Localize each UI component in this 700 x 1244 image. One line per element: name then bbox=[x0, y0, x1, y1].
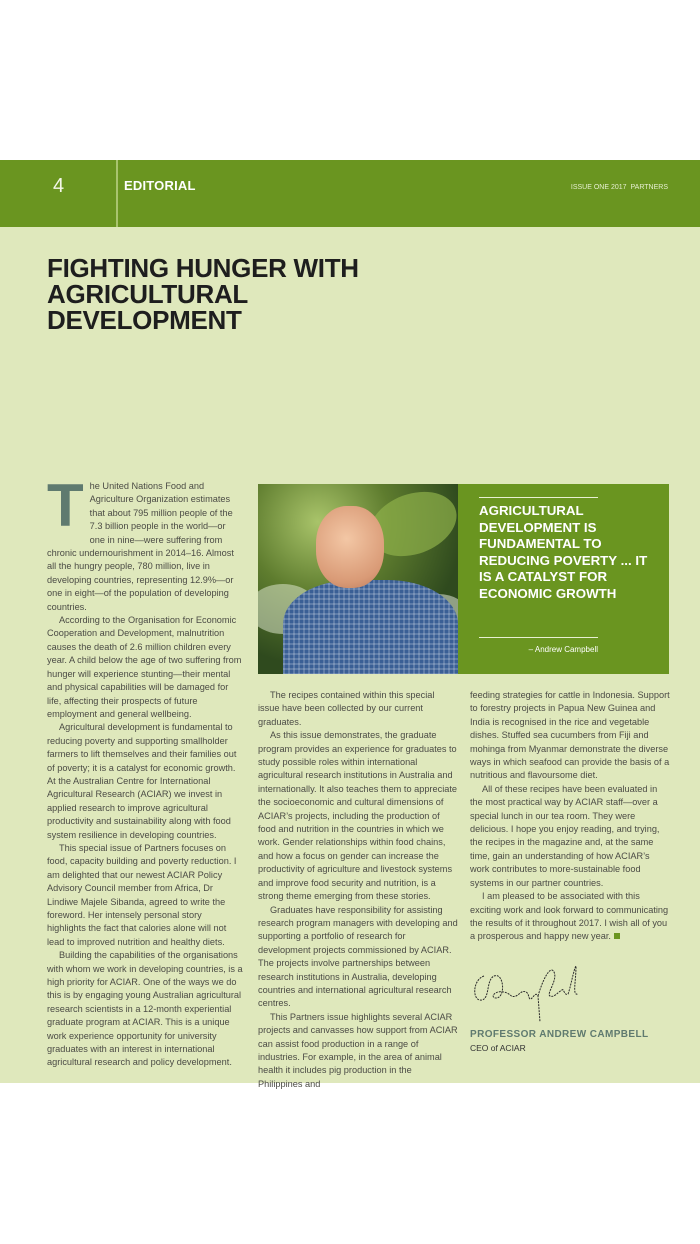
signature-image bbox=[470, 962, 670, 1022]
paragraph: According to the Organisation for Economic Cooperation and Development, malnutrition causes the death of 2.6 million children every year. A child below the age of two suffering from hunger will experience stunting—their mental and physical capabilities will be damaged for life, affecting their prospects of future employment and general wellbeing. bbox=[47, 615, 242, 719]
page-number: 4 bbox=[52, 175, 65, 197]
paragraph: As this issue demonstrates, the graduate program provides an experience for graduates to study possible roles within international agricultural research institutions in Australia and internationally. It also teaches them to appreciate the socioeconomic and cultural dimensions of ACIAR’s projects, including the production of food and nutrition in the countries in which we work. Gender relationships within food chains, and how a focus on gender can increase the productivity of agriculture and livestock systems and improve food security and nutrition, is a strong theme emerging from these stories. bbox=[258, 730, 458, 902]
article-column-1 bbox=[47, 472, 243, 1070]
paragraph: This special issue of Partners focuses on food, capacity building and poverty reduction. I am delighted that our newest ACIAR Policy Advisory Council member from Africa, Dr Lindiwe Majele Sibanda, agreed to write the foreword. Her intensely personal story highlights the fact that calories alone will not lead to improved nutrition and healthy diets. bbox=[47, 842, 237, 947]
paragraph: All of these recipes have been evaluated in the most practical way by ACIAR staff—over a special lunch in our tea room. They were delicious. I hope you enjoy reading, and trying, the recipes in the magazine and, at the same time, gain an understanding of how ACIAR’s work contributes to more-sustainable food systems in our partner countries. bbox=[470, 783, 660, 888]
end-mark-icon bbox=[614, 933, 620, 939]
article-column-3 bbox=[470, 689, 670, 1055]
drop-cap: T bbox=[47, 472, 84, 539]
pull-quote-attribution: – Andrew Campbell bbox=[528, 645, 598, 654]
paragraph: The recipes contained within this special issue have been collected by our current graduates. bbox=[258, 690, 435, 727]
page-header-bar bbox=[0, 160, 700, 227]
paragraph: The United Nations Food and Agriculture Organization estimates that about 795 million people of the 7.3 billion people in the world—or one in nine—were suffering from chronic undernourishment in 2014–16. Almost all the hungry people, 780 million, live in developing countries, representing 12.9%—or one in eight—of the population of developing countries. bbox=[47, 472, 234, 612]
pull-quote-text: AGRICULTURAL DEVELOPMENT IS FUNDAMENTAL TO REDUCING POVERTY ... IT IS A CATALYST FOR ECONOMIC GROWTH bbox=[479, 503, 648, 601]
article-title: FIGHTING HUNGER WITH AGRICULTURAL DEVELOPMENT bbox=[47, 253, 359, 335]
paragraph: feeding strategies for cattle in Indonesia. Support to forestry projects in Papua New Guinea and India is recognised in the rice and vegetable dishes. Stuffed sea cucumbers from Fiji and mohinga from Myanmar demonstrate the diverse ways in which seafood can provide the basis of a nutritious and flavoursome diet. bbox=[470, 690, 670, 781]
pull-quote bbox=[458, 484, 669, 674]
quote-rule-top bbox=[479, 497, 598, 498]
head-shape bbox=[316, 506, 384, 588]
header-divider bbox=[116, 160, 118, 227]
author-role: CEO of ACIAR bbox=[470, 1042, 526, 1053]
author-name: PROFESSOR ANDREW CAMPBELL bbox=[470, 1028, 649, 1040]
paragraph: Agricultural development is fundamental to reducing poverty and supporting smallholder farmers to lift themselves and their families out of poverty; it is a catalyst for economic growth. At the Australian Centre for International Agricultural Research (ACIAR) we invest in applied research to improve agricultural productivity and sustainability along with food system resilience in developing countries. bbox=[47, 722, 237, 840]
paragraph: This Partners issue highlights several ACIAR projects and canvasses how support from ACIAR can assist food production in a range of industries. For example, in the area of animal health it includes pig production in the Philippines and bbox=[258, 1011, 458, 1089]
quote-rule-bottom bbox=[479, 637, 598, 638]
article-column-2 bbox=[258, 689, 458, 1091]
author-photo bbox=[258, 484, 458, 674]
paragraph: I am pleased to be associated with this exciting work and look forward to communicating the results of it throughout 2017. I wish all of you a prosperous and happy new year. bbox=[470, 891, 669, 942]
section-label: EDITORIAL bbox=[124, 178, 196, 193]
paragraph: Graduates have responsibility for assisting research program managers with developing and supporting a portfolio of research for development projects commissioned by ACIAR. The projects involve partnerships between research institutions in Australia, developing countries and international agricultural research centres. bbox=[258, 904, 458, 1009]
paragraph: Building the capabilities of the organisations with whom we work in developing countries, is a high priority for ACIAR. One of the ways we do this is by engaging young Australian agricultural research scientists in a 12-month experiential graduate program at ACIAR. This is a unique work experience opportunity for university graduates with an interest in international agricultural research and policy development. bbox=[47, 950, 243, 1068]
shirt-shape bbox=[283, 580, 458, 674]
signature-icon bbox=[470, 962, 590, 1024]
issue-text: ISSUE ONE 2017 bbox=[570, 184, 627, 191]
publication-name: PARTNERS bbox=[630, 184, 668, 191]
article-page bbox=[0, 227, 700, 1089]
issue-label bbox=[567, 184, 668, 191]
